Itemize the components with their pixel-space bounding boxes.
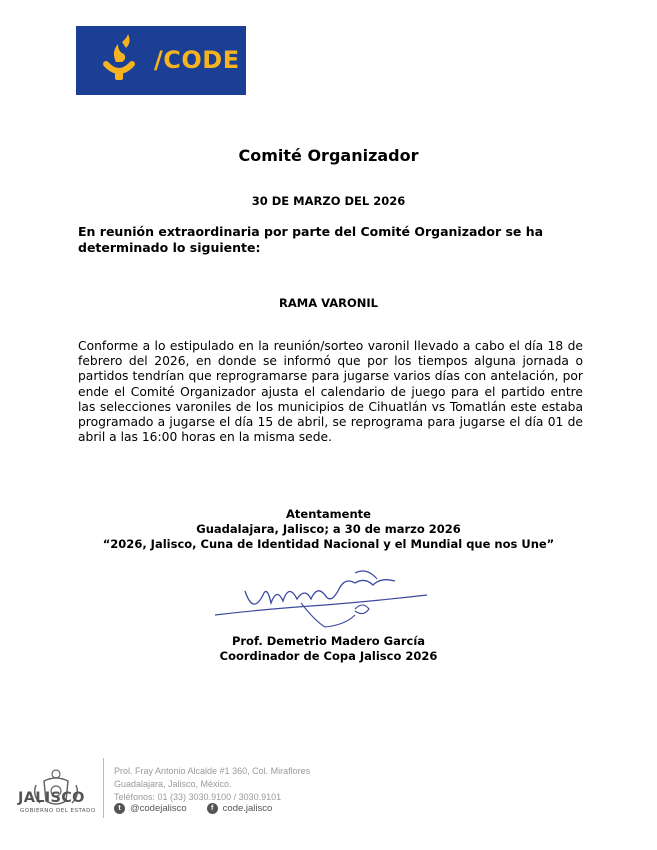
document-date: 30 DE MARZO DEL 2026	[251, 194, 406, 208]
signer-block	[0, 634, 657, 664]
address-line-1: Prol. Fray Antonio Alcalde #1 360, Col. Miraflores	[114, 766, 311, 776]
torch-icon	[94, 34, 144, 86]
jalisco-logo-text: JALISCO	[18, 790, 85, 806]
twitter-handle[interactable]: @codejalisco	[130, 803, 187, 814]
jalisco-logo-subtext: GOBIERNO DEL ESTADO	[20, 808, 96, 814]
logo-text: /CODE	[154, 46, 240, 74]
signer-role: Coordinador de Copa Jalisco 2026	[219, 649, 438, 663]
address-line-2: Guadalajara, Jalisco, México.	[114, 779, 232, 789]
handwritten-signature	[205, 565, 435, 635]
closing-line-3: “2026, Jalisco, Cuna de Identidad Nacional y el Mundial que nos Une”	[102, 537, 555, 551]
body-paragraph: Conforme a lo estipulado en la reunión/sorteo varonil llevado a cabo el día 18 de febrero del 2026, en donde se informó que por los tiempos alguna jornada o partidos tendrían que reprogramarse para jugarse varios días con antelación, por ende el Comité Organizador ajusta el calendario de juego para el partido entre las selecciones varoniles de los municipios de Cihuatlán vs Tomatlán este estaba programado a jugarse el día 15 de abril, se reprograma para jugarse el día 01 de abril a las 16:00 horas en la misma sede.	[78, 339, 583, 445]
closing-line-2: Guadalajara, Jalisco; a 30 de marzo 2026	[196, 522, 461, 536]
signer-name: Prof. Demetrio Madero García	[231, 634, 426, 648]
intro-paragraph: En reunión extraordinaria por parte del Comité Organizador se ha determinado lo siguiente:	[78, 224, 544, 255]
closing-line-1: Atentamente	[286, 507, 371, 521]
twitter-icon: t	[114, 803, 125, 814]
facebook-icon: f	[207, 803, 218, 814]
phone-line: Teléfonos: 01 (33) 3030.9100 / 3030.9101	[114, 792, 282, 802]
facebook-handle[interactable]: code.jalisco	[222, 803, 273, 814]
footer-divider	[103, 758, 104, 818]
code-logo	[76, 26, 246, 95]
closing-block	[0, 507, 657, 552]
social-links	[114, 803, 272, 814]
branch-heading: RAMA VARONIL	[279, 296, 378, 310]
document-title: Comité Organizador	[238, 146, 419, 165]
footer-address	[114, 765, 310, 804]
